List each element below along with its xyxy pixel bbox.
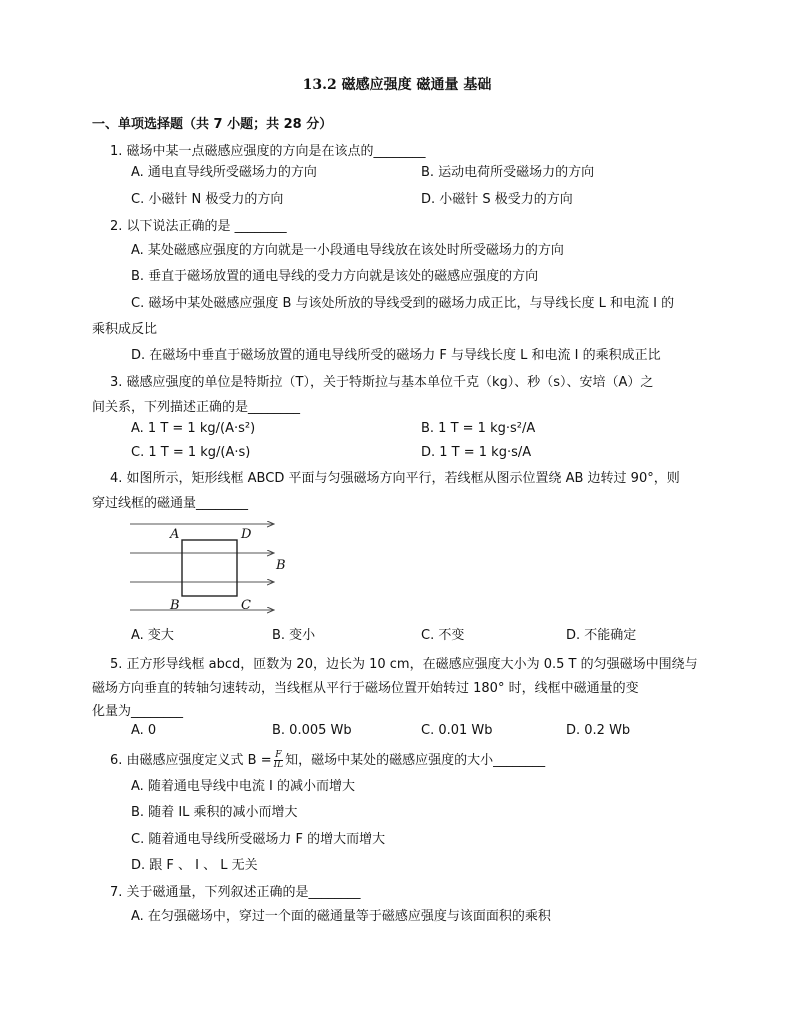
question-5-option-c: C. 0.01 Wb: [421, 723, 493, 738]
question-4-stem-line1: 4. 如图所示，矩形线框 ABCD 平面与匀强磁场方向平行，若线框从图示位置绕 AB 边转过 90°，则: [110, 471, 680, 486]
question-6-option-a: A. 随着通电导线中电流 I 的减小而增大: [131, 779, 356, 794]
label-a: A: [170, 527, 180, 542]
question-1-option-d: D. 小磁针 S 极受力的方向: [421, 192, 573, 207]
question-3-option-b: B. 1 T = 1 kg·s²/A: [421, 421, 536, 436]
question-4-option-d: D. 不能确定: [566, 628, 637, 643]
question-5-stem-line3: 化量为________: [92, 704, 184, 719]
question-5-option-a: A. 0: [131, 723, 157, 738]
question-2-stem: 2. 以下说法正确的是 ________: [110, 219, 287, 234]
question-4-figure: [128, 516, 298, 616]
question-3-option-a: A. 1 T = 1 kg/(A·s²): [131, 421, 256, 436]
question-2-option-c-line2: 乘积成反比: [92, 322, 158, 337]
question-4-option-c: C. 不变: [421, 628, 465, 643]
question-4-option-a: A. 变大: [131, 628, 174, 643]
fraction-numerator: F: [275, 750, 282, 760]
question-3-stem-line2: 间关系，下列描述正确的是________: [92, 400, 301, 415]
question-3-stem-line1: 3. 磁感应强度的单位是特斯拉（T），关于特斯拉与基本单位千克（kg）、秒（s）、安培（A）之: [110, 375, 654, 390]
question-3-option-d: D. 1 T = 1 kg·s/A: [421, 445, 532, 460]
page-title: 13.2 磁感应强度 磁通量 基础: [302, 77, 492, 93]
question-5-stem-line2: 磁场方向垂直的转轴匀速转动，当线框从平行于磁场位置开始转过 180° 时，线框中磁通量的变: [92, 681, 639, 696]
question-7-option-a: A. 在匀强磁场中，穿过一个面的磁通量等于磁感应强度与该面面积的乘积: [131, 909, 551, 924]
question-7-stem: 7. 关于磁通量，下列叙述正确的是________: [110, 885, 361, 900]
rectangular-coil: [182, 540, 237, 596]
label-field-b: B: [276, 558, 286, 573]
definition-fraction: [274, 751, 284, 770]
question-3-option-c: C. 1 T = 1 kg/(A·s): [131, 445, 251, 460]
label-d: D: [241, 527, 252, 542]
question-2-option-d: D. 在磁场中垂直于磁场放置的通电导线所受的磁场力 F 与导线长度 L 和电流 I 的乘积成正比: [131, 348, 661, 363]
question-6-stem: [110, 751, 545, 770]
question-1-option-a: A. 通电直导线所受磁场力的方向: [131, 165, 317, 180]
label-c: C: [241, 598, 251, 613]
question-5-stem-line1: 5. 正方形导线框 abcd，匝数为 20，边长为 10 cm，在磁感应强度大小为 0.5 T 的匀强磁场中围绕与: [110, 657, 698, 672]
section-heading: 一、单项选择题（共 7 小题；共 28 分）: [92, 117, 333, 132]
question-2-option-c-line1: C. 磁场中某处磁感应强度 B 与该处所放的导线受到的磁场力成正比，与导线长度 L 和电流 I 的: [131, 296, 675, 311]
magnetic-field-lines: [130, 524, 274, 610]
fraction-denominator: IL: [273, 760, 284, 770]
question-1-stem: 1. 磁场中某一点磁感应强度的方向是在该点的________: [110, 144, 426, 159]
label-b: B: [170, 598, 180, 613]
question-1-option-c: C. 小磁针 N 极受力的方向: [131, 192, 284, 207]
question-1-option-b: B. 运动电荷所受磁场力的方向: [421, 165, 595, 180]
question-6-option-d: D. 跟 F 、 I 、 L 无关: [131, 858, 258, 873]
question-6-stem-prefix: 6. 由磁感应强度定义式 B =: [110, 752, 272, 768]
question-6-option-b: B. 随着 IL 乘积的减小而增大: [131, 805, 298, 820]
question-4-stem-line2: 穿过线框的磁通量________: [92, 496, 249, 511]
question-2-option-b: B. 垂直于磁场放置的通电导线的受力方向就是该处的磁感应强度的方向: [131, 269, 539, 284]
question-5-option-d: D. 0.2 Wb: [566, 723, 631, 738]
question-5-option-b: B. 0.005 Wb: [272, 723, 352, 738]
question-6-stem-suffix: 知，磁场中某处的磁感应强度的大小________: [285, 752, 546, 768]
question-6-option-c: C. 随着通电导线所受磁场力 F 的增大而增大: [131, 832, 386, 847]
question-4-option-b: B. 变小: [272, 628, 316, 643]
question-2-option-a: A. 某处磁感应强度的方向就是一小段通电导线放在该处时所受磁场力的方向: [131, 243, 564, 258]
